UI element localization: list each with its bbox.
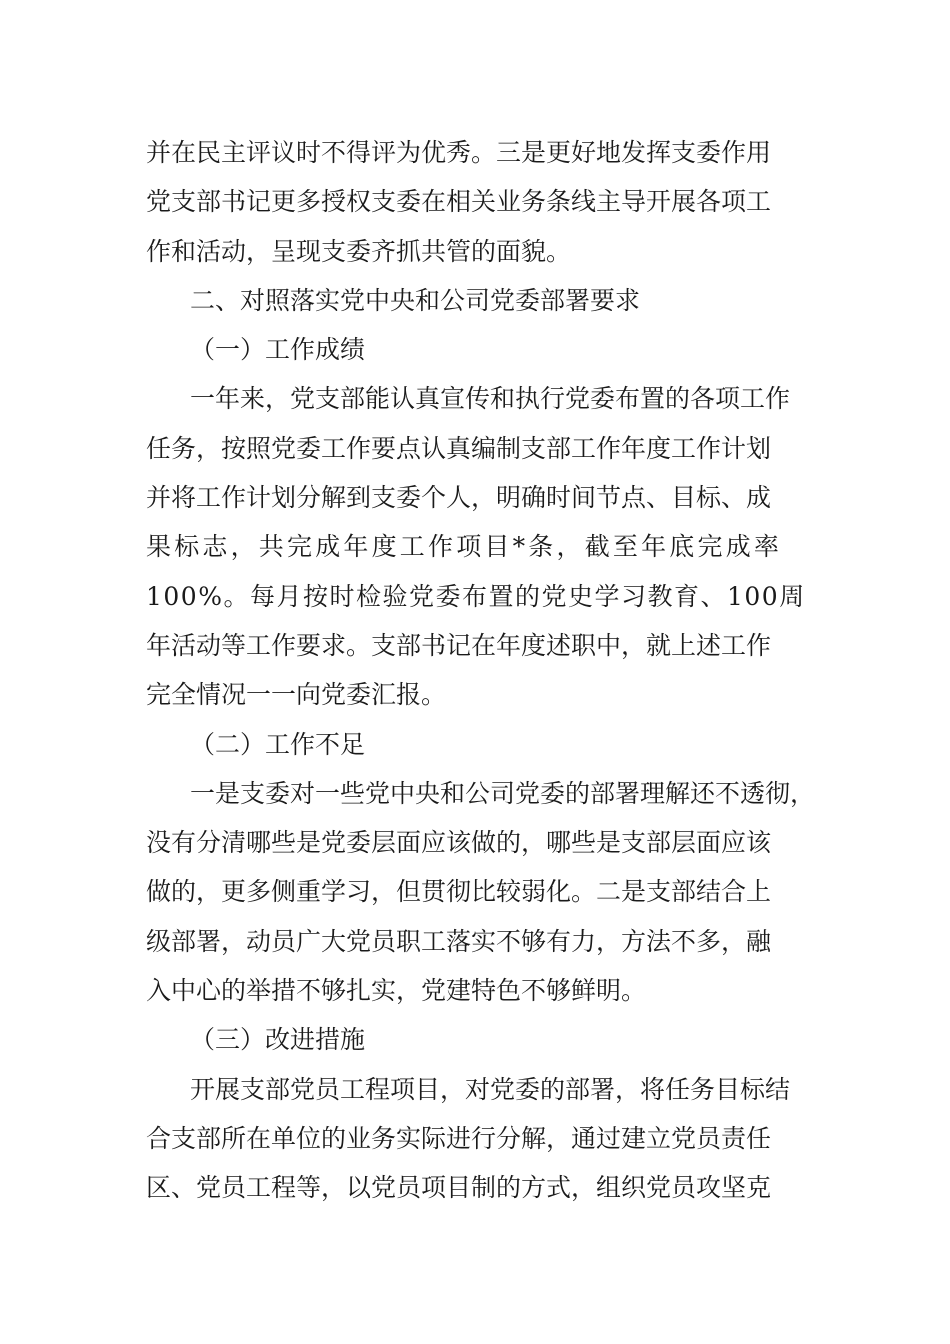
text-line: 开展支部党员工程项目，对党委的部署，将任务目标结 — [190, 1074, 791, 1104]
subsection-heading: （二）工作不足 — [190, 729, 366, 759]
text-line: 完全情况一一向党委汇报。 — [146, 680, 447, 710]
text-line: 没有分清哪些是党委层面应该做的，哪些是支部层面应该 — [146, 828, 772, 858]
text-line: 区、党员工程等，以党员项目制的方式，组织党员攻坚克 — [146, 1173, 772, 1203]
text-line: 党支部书记更多授权支委在相关业务条线主导开展各项工 — [146, 187, 772, 217]
text-line: 一是支委对一些党中央和公司党委的部署理解还不透彻， — [190, 778, 816, 808]
text-line: 入中心的举措不够扎实，党建特色不够鲜明。 — [146, 976, 647, 1006]
text-line: 做的，更多侧重学习，但贯彻比较弱化。二是支部结合上 — [146, 877, 772, 907]
text-line: 作和活动，呈现支委齐抓共管的面貌。 — [146, 236, 572, 266]
document-body — [146, 128, 816, 1213]
text-line: 并将工作计划分解到支委个人，明确时间节点、目标、成 — [146, 483, 772, 513]
subsection-heading: （一）工作成绩 — [190, 335, 366, 365]
text-line: 果标志，共完成年度工作项目*条，截至年底完成率 — [146, 532, 783, 562]
text-line: 级部署，动员广大党员职工落实不够有力，方法不多，融 — [146, 926, 772, 956]
text-line: 合支部所在单位的业务实际进行分解，通过建立党员责任 — [146, 1123, 772, 1153]
text-line: 年活动等工作要求。支部书记在年度述职中，就上述工作 — [146, 630, 772, 660]
text-line: 一年来，党支部能认真宣传和执行党委布置的各项工作 — [190, 384, 791, 414]
text-line: 100%。每月按时检验党委布置的党史学习教育、100周 — [146, 581, 806, 611]
subsection-heading: （三）改进措施 — [190, 1025, 366, 1055]
section-heading: 二、对照落实党中央和公司党委部署要求 — [190, 285, 641, 315]
text-line: 任务，按照党委工作要点认真编制支部工作年度工作计划 — [146, 433, 772, 463]
text-line: 并在民主评议时不得评为优秀。三是更好地发挥支委作用 — [146, 138, 772, 167]
